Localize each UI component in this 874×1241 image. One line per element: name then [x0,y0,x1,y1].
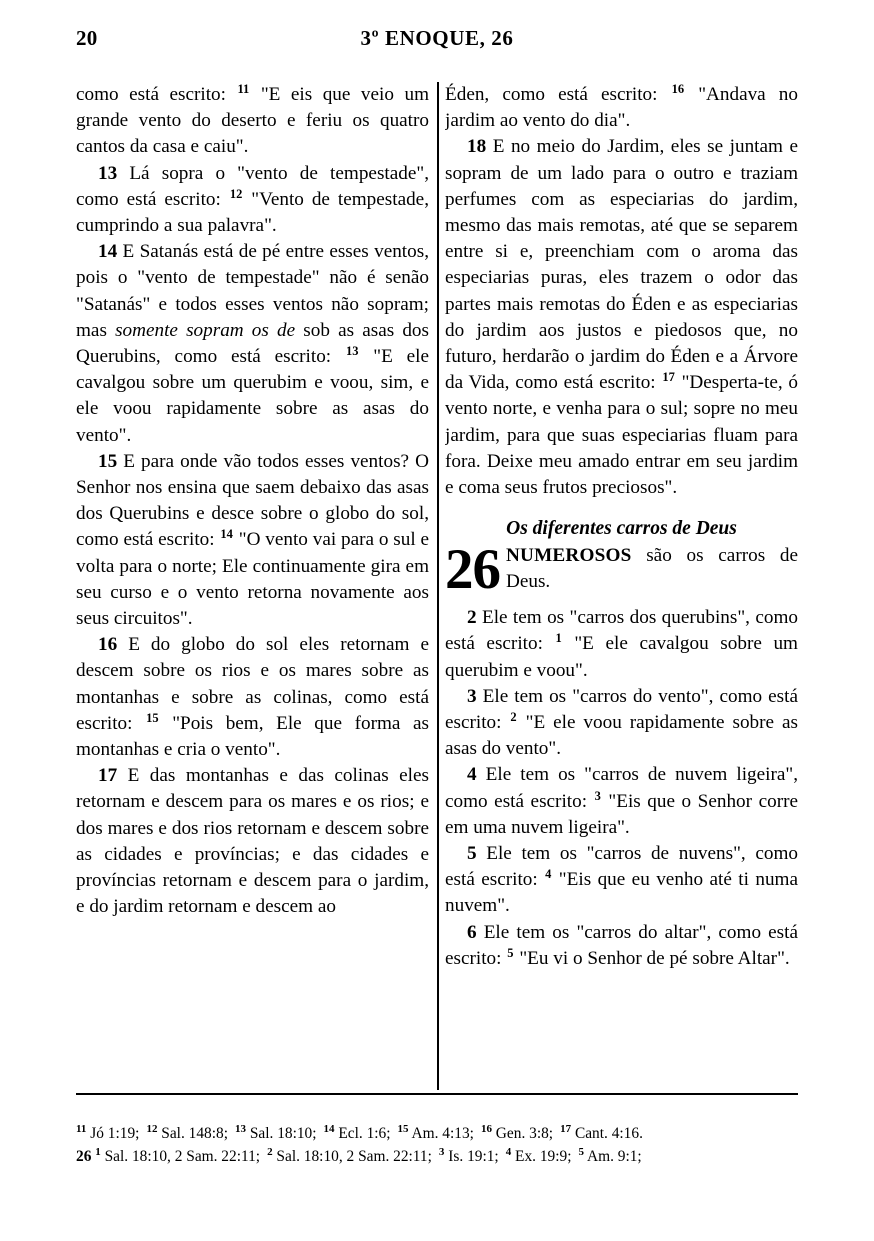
footnote-ref-marker: 16 [480,1123,492,1135]
footnote-reference-text: Ecl. 1:6; [334,1125,391,1142]
verse-text: "Eis que o Senhor corre em uma nuvem ligeira". [445,790,798,838]
chapter-opening [445,538,798,605]
footnote-reference-text: Ex. 19:9; [511,1148,572,1165]
footnote-reference-text: Sal. 18:10; [245,1125,317,1142]
book-title: 3º ENOQUE, 26 [360,26,514,50]
verse-text: "Eu vi o Senhor de pé sobre Altar". [514,947,790,969]
verse-text: "O vento vai para o sul e volta para o norte; Ele continuamente gira em seu curso e o vento retorna novamente aos seus circuitos". [76,529,429,630]
footnote-reference-text: Is. 19:1; [444,1148,499,1165]
chapter-opening-text: são os carros de Deus. [506,545,798,593]
footnote-ref-marker: 13 [234,1123,246,1135]
emphasis-text: somente sopram os de [115,319,296,341]
verse-text: Ele tem os "carros do altar", como está escrito: [445,921,798,969]
text-body [76,82,798,1092]
footnote-marker: 4 [545,867,552,882]
footnote-block [76,1122,798,1168]
verse-number: 4 [467,764,477,786]
verse-number: 16 [98,634,118,656]
verse-number: 18 [467,136,487,158]
verse-text: "E eis que veio um grande vento do deserto e feriu os quatro cantos da casa e caiu". [76,84,429,158]
footnote-ref-marker: 14 [323,1123,335,1135]
footnote-reference-text: Sal. 18:10, 2 Sam. 22:11; [100,1148,261,1165]
verse-text: como está escrito: [76,84,237,105]
footnote-marker: 3 [594,788,601,803]
verse-text: Éden, como está escrito: [445,84,671,105]
footnote-marker: 15 [146,710,159,725]
footnote-marker: 13 [345,344,359,359]
verse-paragraph [445,762,798,841]
footnote-ref-marker: 11 [76,1123,87,1135]
verse-text: Ele tem os "carros do vento", como está escrito: [445,685,798,734]
verse-text: E do globo do sol eles retornam e descem sobre os rios e os mares sobre as montanhas e sobre as colinas, como está escrito: [76,634,429,734]
verse-text: E Satanás está de pé entre esses ventos, pois o "vento de tempestade" não é senão "Satanás" e todos esses ventos não sopram; mas [76,241,429,341]
footnote-marker: 12 [229,186,243,201]
column-divider [437,82,439,1090]
verse-text: E no meio do Jardim, eles se juntam e sopram de um lado para o outro e traziam perfumes com as especiarias do jardim, mesmo das mais remotas, até que se separem entre si e, preenchiam com o aroma das especiarias puras, eles trazem o odor das partes mais remotas do Éden e as especiarias do jardim aos justos e piedosos que, no futuro, herdarão o jardim do Éden e a Árvore da Vida, como está escrito: [445,136,798,394]
verse-text: E para onde vão todos esses ventos? O Senhor nos ensina que saem debaixo das asas dos Querubins e desce sobre o globo do sol, como está escrito: [76,450,429,551]
verse-paragraph [445,134,798,501]
verse-text: E das montanhas e das colinas eles retornam e descem para os mares e os rios; e dos mares e dos rios retornam e descem sobre as cidades e províncias; e das cidades e províncias retornam e descem para o jardim, e do jardim retornam e descem ao [76,765,429,918]
verse-text: "E ele voou rapidamente sobre as asas do vento". [445,712,798,760]
verse-paragraph [76,763,429,920]
footnote-marker: 1 [555,631,562,646]
right-text-column [445,82,798,1092]
verse-number: 17 [98,765,118,787]
footnote-ref-marker: 2 [267,1146,273,1158]
verse-paragraph [445,841,798,920]
verse-paragraph [445,920,798,972]
verse-number: 5 [467,843,477,865]
footnote-reference-text: Am. 4:13; [408,1125,474,1142]
verse-paragraph [76,632,429,763]
footnote-ref-marker: 5 [578,1146,584,1158]
chapter-opening-smallcaps: NUMEROSOS [506,545,632,567]
verse-number: 2 [467,607,477,629]
verse-text: "Eis que eu venho até ti numa nuvem". [445,869,798,917]
footnote-reference-text: Gen. 3:8; [491,1125,554,1142]
verse-text: Ele tem os "carros de nuvem ligeira", como está escrito: [445,764,798,812]
verse-text: "Vento de tempestade, cumprindo a sua palavra". [76,188,429,237]
verse-text: "Desperta-te, ó vento norte, e venha para o sul; sopre no meu jardim, para que suas especiarias fluam para fora. Deixe meu amado entrar em seu jardim e coma seus frutos preciosos". [445,372,798,499]
verse-number: 14 [98,241,118,263]
footnote-reference-text: Cant. 4:16. [571,1125,643,1142]
verse-text: "Pois bem, Ele que forma as montanhas e cria o vento". [76,712,429,761]
verse-text: Lá sopra o "vento de tempestade", como está escrito: [76,162,429,210]
verse-paragraph [445,684,798,763]
footnote-reference-text: Sal. 148:8; [157,1125,228,1142]
chapter-block [445,517,798,972]
footnote-marker: 2 [510,710,517,725]
verse-paragraph [76,161,429,240]
running-head [76,26,798,54]
verse-paragraph [445,82,798,134]
page-number: 20 [76,26,98,50]
footnote-marker: 17 [662,370,675,385]
footnote-marker: 14 [220,527,233,542]
footnote-ref-marker: 3 [438,1146,445,1158]
footnote-marker: 5 [507,945,514,960]
verse-text: "E ele cavalgou sobre um querubim e voou, sim, e ele voou rapidamente sobre as asas do vento". [76,346,429,446]
footnote-reference-text: Sal. 18:10, 2 Sam. 22:11; [272,1148,432,1165]
footnote-reference-text: Am. 9:1; [583,1148,642,1165]
footnote-ref-marker: 17 [560,1123,572,1135]
footnote-ref-marker: 15 [397,1123,409,1135]
verse-paragraph [76,449,429,632]
verse-number: 13 [98,162,118,184]
left-text-column [76,82,429,1092]
verse-text: Ele tem os "carros dos querubins", como está escrito: [445,607,798,655]
verse-number: 3 [467,685,477,707]
verse-text: sob as asas dos Querubins, como está escrito: [76,319,429,368]
footnote-line [76,1122,798,1145]
verse-number: 6 [467,921,477,943]
verse-text: "E ele cavalgou sobre um querubim e voou". [445,633,798,681]
footnote-marker: 16 [671,82,685,96]
verse-paragraph [76,239,429,449]
footnote-reference-text: Jó 1:19; [86,1125,140,1142]
footnote-separator-rule [76,1093,798,1095]
verse-paragraph [445,605,798,684]
footnote-marker: 11 [237,82,250,96]
footnote-line [76,1145,798,1168]
verse-paragraph [76,82,429,161]
footnote-ref-marker: 12 [146,1123,158,1135]
verse-text: Ele tem os "carros de nuvens", como está escrito: [445,843,798,891]
verse-number: 15 [98,450,118,472]
footnote-chapter-label: 26 [76,1148,96,1165]
footnote-ref-marker: 1 [95,1146,101,1158]
chapter-heading: Os diferentes carros de Deus [506,518,737,540]
footnote-ref-marker: 4 [505,1146,512,1158]
chapter-number-dropcap: 26 [445,538,500,602]
verse-text: "Andava no jardim ao vento do dia". [445,84,798,132]
